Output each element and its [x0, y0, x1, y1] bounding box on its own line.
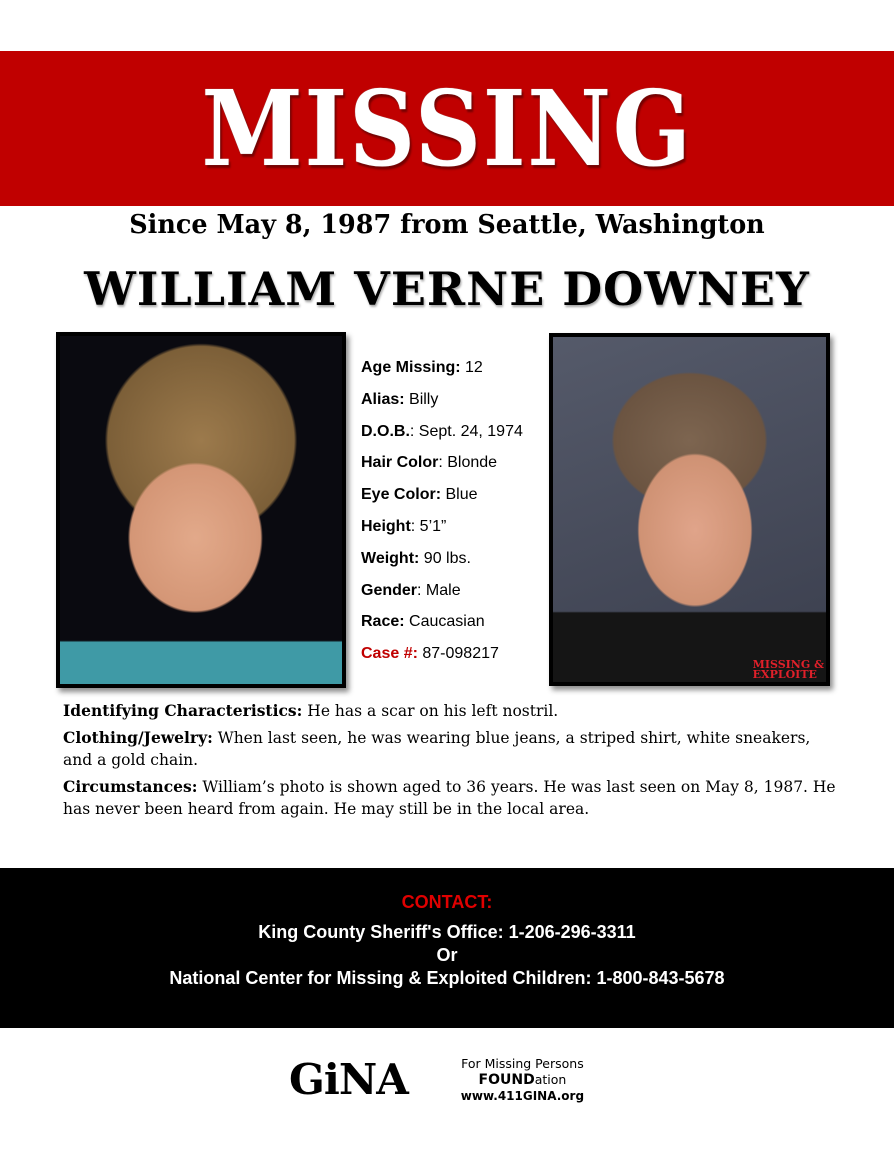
detail-label: Age Missing: — [361, 359, 461, 376]
desc-text: He has a scar on his left nostril. — [302, 702, 559, 720]
details-list — [361, 357, 551, 675]
detail-label: Gender — [361, 581, 418, 599]
detail-race — [361, 611, 551, 643]
contact-title: CONTACT: — [401, 892, 493, 912]
detail-label: Race: — [361, 613, 405, 631]
banner-title: MISSING — [201, 66, 693, 190]
detail-label: Case #: — [361, 645, 418, 663]
gina-url-link[interactable]: www.411GINA.org — [460, 1089, 585, 1103]
detail-value: 90 lbs. — [419, 549, 471, 567]
detail-gender — [361, 580, 551, 612]
circumstances — [63, 776, 843, 820]
identifying-characteristics — [63, 700, 843, 722]
contact-or: Or — [436, 945, 458, 965]
detail-weight — [361, 548, 551, 580]
detail-label: Hair Color — [361, 454, 439, 472]
gina-logo: GiNA — [289, 1055, 408, 1104]
contact-sheriff: King County Sheriff's Office: 1-206-296-3311 — [258, 922, 636, 942]
detail-value: 87-098217 — [417, 645, 499, 663]
detail-value: : Sept. 24, 1974 — [409, 422, 523, 440]
detail-value: : 5’1” — [410, 517, 447, 535]
child-photo — [56, 332, 346, 688]
desc-label: Circumstances: — [63, 777, 198, 796]
detail-label: Weight: — [361, 549, 420, 567]
detail-label: Alias: — [361, 390, 405, 408]
contact-ncmec: National Center for Missing & Exploited Children: 1-800-843-5678 — [169, 968, 725, 988]
detail-value: Billy — [404, 390, 439, 408]
detail-height — [361, 516, 551, 548]
detail-label: Height — [361, 517, 411, 535]
tagline-bold: FOUND — [478, 1072, 535, 1088]
ncmec-watermark — [753, 660, 824, 680]
missing-since: Since May 8, 1987 from Seattle, Washington — [129, 210, 765, 240]
detail-label: Eye Color: — [361, 486, 442, 504]
contact-section — [0, 868, 894, 1028]
person-name: WILLIAM VERNE DOWNEY — [84, 262, 810, 316]
detail-age-missing — [361, 357, 551, 389]
clothing-jewelry — [63, 727, 843, 771]
detail-eye-color — [361, 484, 551, 516]
detail-case-number — [361, 643, 551, 675]
detail-alias — [361, 389, 551, 421]
watermark-line: MISSING & — [752, 658, 824, 671]
tagline-suffix: ation — [534, 1072, 567, 1087]
desc-label: Clothing/Jewelry: — [63, 728, 213, 747]
detail-hair-color — [361, 452, 551, 484]
detail-value: Blue — [441, 486, 478, 504]
desc-text: When last seen, he was wearing blue jeans, a striped shirt, white sneakers, and a gold chain. — [63, 729, 811, 769]
gina-tagline — [416, 1056, 629, 1104]
desc-label: Identifying Characteristics: — [63, 701, 303, 720]
detail-label: D.O.B. — [361, 422, 410, 440]
detail-value: 12 — [460, 359, 483, 376]
desc-text: William’s photo is shown aged to 36 years. He was last seen on May 8, 1987. He has never been heard from again. He may still be in the local area. — [63, 778, 836, 818]
description-section — [63, 700, 843, 825]
age-progressed-photo — [549, 333, 830, 686]
detail-dob — [361, 421, 551, 453]
missing-banner — [0, 51, 894, 206]
tagline-line — [416, 1056, 629, 1088]
detail-value: : Blonde — [438, 454, 498, 472]
tagline-prefix: For Missing Persons — [461, 1056, 584, 1071]
detail-value: : Male — [417, 581, 461, 599]
gina-footer — [289, 1055, 629, 1105]
watermark-line: EXPLOITE — [752, 668, 817, 681]
detail-value: Caucasian — [404, 613, 485, 631]
